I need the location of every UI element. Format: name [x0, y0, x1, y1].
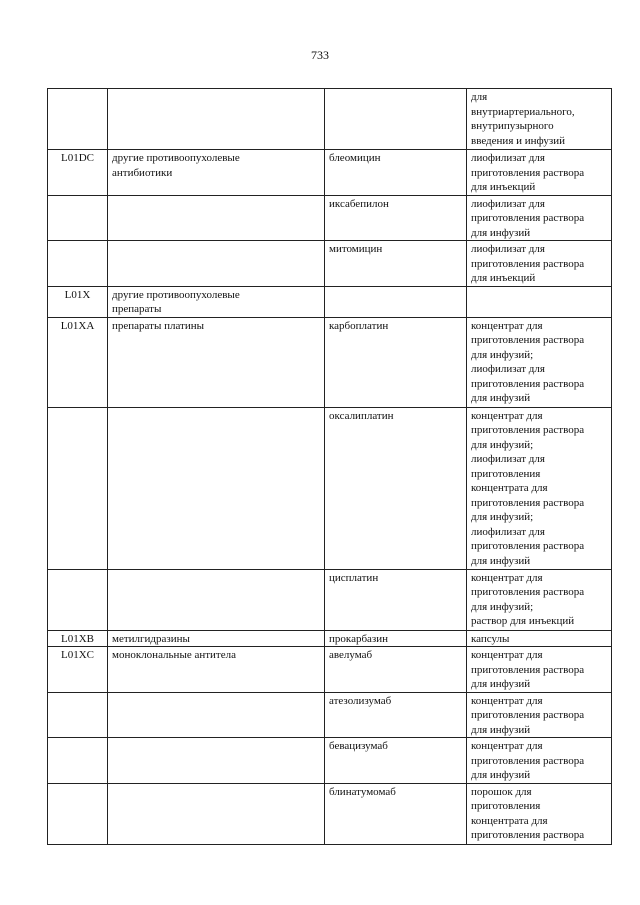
atc-code-cell: L01X [48, 286, 108, 317]
table-row [48, 407, 612, 569]
drug-name-cell: блинатумомаб [325, 783, 467, 844]
table-row [48, 150, 612, 196]
dosage-form-cell: концентрат для приготовления раствора для инфузий; раствор для инъекций [467, 569, 612, 630]
atc-code-cell [48, 738, 108, 784]
group-name-cell: другие противоопухолевые антибиотики [108, 150, 325, 196]
table-row [48, 317, 612, 407]
page-number: 733 [311, 48, 329, 62]
atc-code-cell: L01XC [48, 647, 108, 693]
dosage-form-cell: порошок для приготовления концентрата для приготовления раствора [467, 783, 612, 844]
table-row [48, 569, 612, 630]
atc-code-cell [48, 569, 108, 630]
drug-name-cell: митомицин [325, 241, 467, 287]
table-row [48, 195, 612, 241]
drug-name-cell [325, 89, 467, 150]
atc-code-cell [48, 89, 108, 150]
drug-name-cell: атезолизумаб [325, 692, 467, 738]
group-name-cell [108, 692, 325, 738]
atc-code-cell [48, 783, 108, 844]
drug-name-cell: бевацизумаб [325, 738, 467, 784]
table-row [48, 630, 612, 647]
drug-name-cell: блеомицин [325, 150, 467, 196]
atc-code-cell [48, 692, 108, 738]
drug-name-cell: оксалиплатин [325, 407, 467, 569]
drug-name-cell: цисплатин [325, 569, 467, 630]
group-name-cell [108, 89, 325, 150]
table-row [48, 647, 612, 693]
table-row [48, 783, 612, 844]
drug-name-cell: иксабепилон [325, 195, 467, 241]
group-name-cell [108, 407, 325, 569]
group-name-cell [108, 783, 325, 844]
atc-code-cell [48, 241, 108, 287]
atc-code-cell [48, 195, 108, 241]
table-row [48, 738, 612, 784]
drug-name-cell: прокарбазин [325, 630, 467, 647]
dosage-form-cell: концентрат для приготовления раствора для инфузий [467, 738, 612, 784]
group-name-cell: метилгидразины [108, 630, 325, 647]
dosage-form-cell: концентрат для приготовления раствора для инфузий; лиофилизат для приготовления раствора для инфузий [467, 317, 612, 407]
table-row [48, 241, 612, 287]
dosage-form-cell: лиофилизат для приготовления раствора для инъекций [467, 150, 612, 196]
dosage-form-cell: концентрат для приготовления раствора для инфузий; лиофилизат для приготовления концентрата для приготовления раствора для инфузий; лиофилизат для приготовления раствора для инфузий [467, 407, 612, 569]
dosage-form-cell: лиофилизат для приготовления раствора для инфузий [467, 195, 612, 241]
dosage-form-cell: концентрат для приготовления раствора для инфузий [467, 692, 612, 738]
dosage-form-cell: капсулы [467, 630, 612, 647]
dosage-form-cell: для внутриартериального, внутрипузырного введения и инфузий [467, 89, 612, 150]
drug-name-cell: авелумаб [325, 647, 467, 693]
drug-table [47, 88, 612, 845]
dosage-form-cell: лиофилизат для приготовления раствора для инъекций [467, 241, 612, 287]
dosage-form-cell [467, 286, 612, 317]
group-name-cell [108, 195, 325, 241]
atc-code-cell: L01XB [48, 630, 108, 647]
atc-code-cell [48, 407, 108, 569]
drug-name-cell: карбоплатин [325, 317, 467, 407]
atc-code-cell: L01XA [48, 317, 108, 407]
dosage-form-cell: концентрат для приготовления раствора для инфузий [467, 647, 612, 693]
table-row [48, 692, 612, 738]
group-name-cell [108, 569, 325, 630]
group-name-cell [108, 241, 325, 287]
table-row [48, 89, 612, 150]
atc-code-cell: L01DC [48, 150, 108, 196]
group-name-cell: препараты платины [108, 317, 325, 407]
table-row [48, 286, 612, 317]
group-name-cell [108, 738, 325, 784]
drug-name-cell [325, 286, 467, 317]
group-name-cell: другие противоопухолевые препараты [108, 286, 325, 317]
group-name-cell: моноклональные антитела [108, 647, 325, 693]
